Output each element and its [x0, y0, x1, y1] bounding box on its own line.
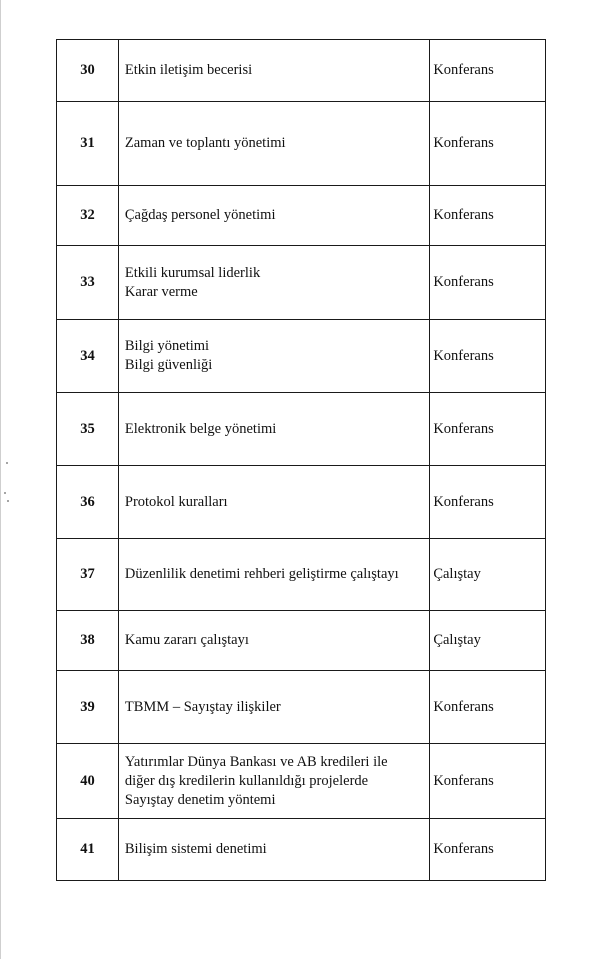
table-row — [57, 393, 546, 466]
topic-cell — [118, 246, 429, 320]
topic-cell — [118, 466, 429, 539]
event-type: Konferans — [430, 246, 546, 320]
table-row — [57, 102, 546, 186]
event-type: Konferans — [430, 466, 546, 539]
topic-cell — [118, 671, 429, 744]
table-row — [57, 539, 546, 611]
topic-cell — [118, 102, 429, 186]
row-number: 40 — [57, 744, 119, 819]
table-row — [57, 40, 546, 102]
topic-line: Kamu zararı çalıştayı — [124, 632, 249, 648]
table-row — [57, 744, 546, 819]
row-number: 35 — [57, 393, 119, 466]
topic-line: diğer dış kredilerin kullanıldığı projelerde — [124, 772, 369, 789]
topic-line: Elektronik belge yönetimi — [124, 420, 277, 437]
topic-line: Etkin iletişim becerisi — [124, 62, 253, 78]
topic-line: TBMM – Sayıştay ilişkiler — [124, 698, 281, 715]
page-edge-line — [0, 0, 1, 959]
topic-line: Zaman ve toplantı yönetimi — [124, 135, 286, 151]
row-number: 36 — [57, 466, 119, 539]
topic-line: Protokol kuralları — [124, 493, 228, 510]
scan-mark — [4, 492, 6, 494]
row-number: 34 — [57, 320, 119, 393]
topic-cell — [118, 819, 429, 881]
table-row — [57, 466, 546, 539]
table-row — [57, 320, 546, 393]
event-type: Konferans — [430, 102, 546, 186]
topic-line: Düzenlilik denetimi rehberi geliştirme çalıştayı — [124, 566, 399, 582]
topic-cell — [118, 611, 429, 671]
topic-line: Sayıştay denetim yöntemi — [124, 791, 276, 808]
row-number: 30 — [57, 40, 119, 102]
topic-line: Etkili kurumsal liderlik — [124, 264, 261, 281]
event-type: Konferans — [430, 671, 546, 744]
table-row — [57, 186, 546, 246]
table-row — [57, 671, 546, 744]
topic-cell — [118, 539, 429, 611]
course-table — [56, 39, 546, 881]
topic-cell — [118, 40, 429, 102]
topic-line: Karar verme — [124, 283, 198, 300]
topic-cell — [118, 393, 429, 466]
row-number: 32 — [57, 186, 119, 246]
topic-line: Bilgi yönetimi — [124, 338, 210, 354]
table-row — [57, 819, 546, 881]
row-number: 38 — [57, 611, 119, 671]
table-body — [57, 40, 546, 881]
row-number: 39 — [57, 671, 119, 744]
row-number: 37 — [57, 539, 119, 611]
scan-mark — [6, 462, 8, 464]
topic-line: Çağdaş personel yönetimi — [124, 207, 276, 223]
event-type: Konferans — [430, 393, 546, 466]
row-number: 33 — [57, 246, 119, 320]
topic-line: Bilgi güvenliği — [124, 357, 213, 373]
event-type: Çalıştay — [430, 539, 546, 611]
topic-line: Bilişim sistemi denetimi — [124, 841, 267, 857]
scan-mark — [7, 500, 9, 502]
row-number: 41 — [57, 819, 119, 881]
event-type: Konferans — [430, 819, 546, 881]
topic-line: Yatırımlar Dünya Bankası ve AB kredileri ile — [124, 753, 388, 770]
topic-cell — [118, 744, 429, 819]
event-type: Konferans — [430, 744, 546, 819]
table-row — [57, 611, 546, 671]
table-row — [57, 246, 546, 320]
topic-cell — [118, 320, 429, 393]
event-type: Konferans — [430, 40, 546, 102]
topic-cell — [118, 186, 429, 246]
event-type: Konferans — [430, 186, 546, 246]
event-type: Çalıştay — [430, 611, 546, 671]
row-number: 31 — [57, 102, 119, 186]
event-type: Konferans — [430, 320, 546, 393]
